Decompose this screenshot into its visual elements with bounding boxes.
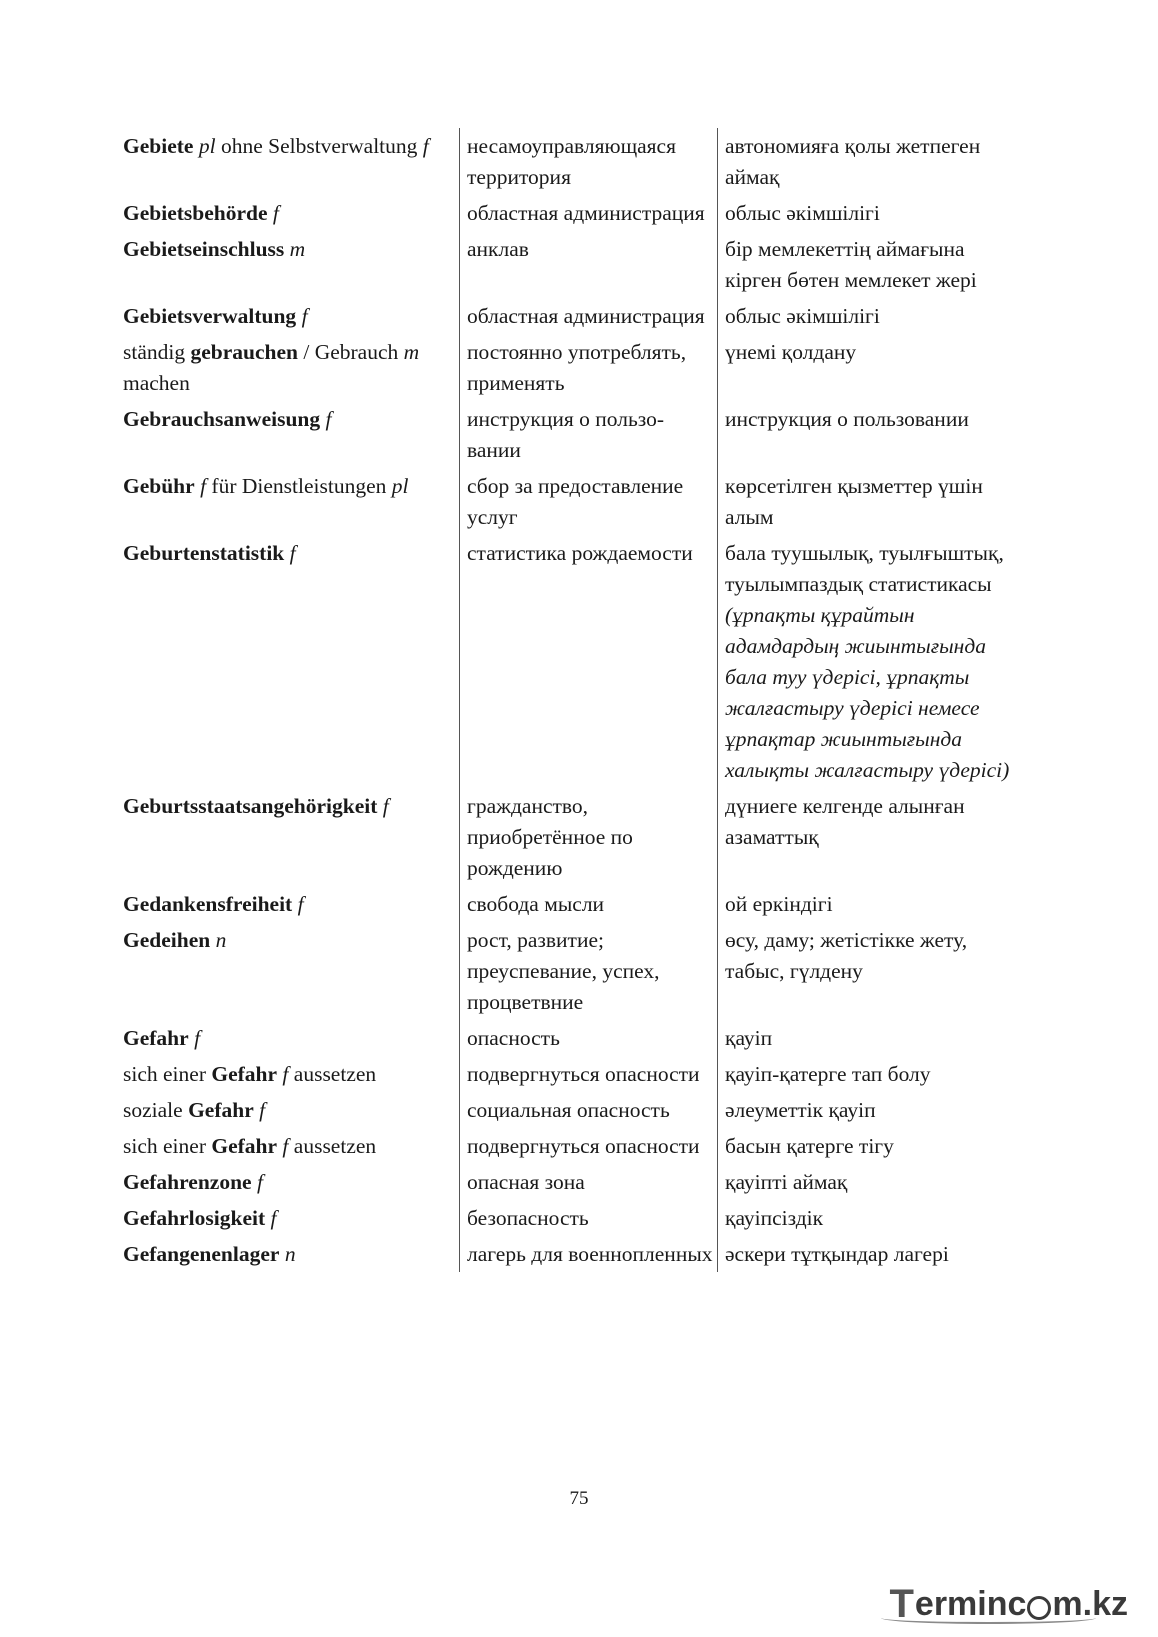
russian-translation-cell: рост, развитие; преуспевание, успех, процветвние	[460, 922, 718, 1020]
german-term-cell	[123, 1236, 460, 1272]
headword: Gefahrenzone	[123, 1170, 252, 1194]
kazakh-translation-text: қауіп	[725, 1026, 773, 1050]
kazakh-translation-text: ой еркіндігі	[725, 892, 833, 916]
table-row	[123, 468, 1023, 535]
russian-translation-cell: областная администрация	[460, 298, 718, 334]
grammar-label: f	[282, 1134, 289, 1158]
table-row	[123, 401, 1023, 468]
russian-translation-cell: опасная зона	[460, 1164, 718, 1200]
russian-translation-cell: сбор за предоставление услуг	[460, 468, 718, 535]
russian-translation-cell: социальная опасность	[460, 1092, 718, 1128]
table-row	[123, 298, 1023, 334]
kazakh-explanatory-note: (ұрпақты құрайтын адамдардың жиынтығында бала туу үдерісі, ұрпақты жалғастыру үдерісі немесе ұрпақтар жиынтығында халықты жалғастыру үдерісі)	[725, 603, 1010, 782]
page-number: 75	[569, 1488, 589, 1509]
german-term-cell	[123, 298, 460, 334]
kazakh-translation-text: облыс әкімшілігі	[725, 201, 880, 225]
headword: Gebrauchsanweisung	[123, 407, 321, 431]
table-row	[123, 1164, 1023, 1200]
headword: Gebühr	[123, 474, 195, 498]
german-term-cell	[123, 1128, 460, 1164]
kazakh-translation-cell	[718, 1164, 1024, 1200]
german-term-cell	[123, 1200, 460, 1236]
grammar-label: f	[282, 1062, 289, 1086]
headword: Gedeihen	[123, 928, 211, 952]
grammar-label: pl	[391, 474, 409, 498]
headword: Gefahrlosigkeit	[123, 1206, 266, 1230]
kazakh-translation-text: қауіпсіздік	[725, 1206, 824, 1230]
german-term-cell	[123, 468, 460, 535]
german-term-cell	[123, 195, 460, 231]
russian-translation-cell: статистика рождаемости	[460, 535, 718, 788]
headword: Geburtenstatistik	[123, 541, 285, 565]
kazakh-translation-cell	[718, 788, 1024, 886]
russian-translation-cell: лагерь для военнопленных	[460, 1236, 718, 1272]
headword: Gefahr	[211, 1062, 278, 1086]
kazakh-translation-text: дүниеге келгенде алынған азаматтық	[725, 794, 965, 849]
table-row	[123, 535, 1023, 788]
kazakh-translation-text: өсу, даму; жетістікке жету, табыс, гүлдену	[725, 928, 968, 983]
russian-translation-cell: областная администрация	[460, 195, 718, 231]
kazakh-translation-text: облыс әкімшілігі	[725, 304, 880, 328]
russian-translation-cell: инструкция о пользо-вании	[460, 401, 718, 468]
german-term-cell	[123, 1164, 460, 1200]
term-text: ohne Selbstverwaltung	[215, 134, 423, 158]
kazakh-translation-cell	[718, 334, 1024, 401]
table-row	[123, 886, 1023, 922]
term-text: sich einer	[123, 1062, 212, 1086]
kazakh-translation-cell	[718, 231, 1024, 298]
logo-letter-t: T	[889, 1582, 914, 1626]
table-row	[123, 788, 1023, 886]
table-row	[123, 1128, 1023, 1164]
grammar-label: f	[256, 1170, 263, 1194]
grammar-label: f	[270, 1206, 277, 1230]
russian-translation-cell: безопасность	[460, 1200, 718, 1236]
grammar-label: m	[403, 340, 420, 364]
table-row	[123, 922, 1023, 1020]
russian-translation-cell: постоянно употреблять, применять	[460, 334, 718, 401]
grammar-label: f	[289, 541, 296, 565]
kazakh-translation-text: қауіпті аймақ	[725, 1170, 848, 1194]
german-term-cell	[123, 128, 460, 195]
german-term-cell	[123, 334, 460, 401]
kazakh-translation-text: басын қатерге тігу	[725, 1134, 894, 1158]
termincom-logo	[889, 1582, 1128, 1627]
term-text: aussetzen	[288, 1134, 377, 1158]
russian-translation-cell: свобода мысли	[460, 886, 718, 922]
grammar-label: f	[272, 201, 279, 225]
headword: Gefahr	[188, 1098, 254, 1122]
table-row	[123, 195, 1023, 231]
grammar-label: f	[422, 134, 429, 158]
table-row	[123, 1092, 1023, 1128]
term-text: / Gebrauch	[297, 340, 404, 364]
german-term-cell	[123, 922, 460, 1020]
german-term-cell	[123, 401, 460, 468]
kazakh-translation-cell	[718, 1200, 1024, 1236]
kazakh-translation-cell	[718, 298, 1024, 334]
headword: Gebietsbehörde	[123, 201, 268, 225]
headword: Gebiete	[123, 134, 194, 158]
kazakh-translation-text: әскери тұтқындар лагері	[725, 1242, 949, 1266]
grammar-label: pl	[198, 134, 216, 158]
grammar-label: n	[284, 1242, 296, 1266]
logo-swoosh-icon	[881, 1612, 1096, 1624]
kazakh-translation-cell	[718, 1128, 1024, 1164]
headword: gebrauchen	[190, 340, 298, 364]
kazakh-translation-text: инструкция о пользовании	[725, 407, 969, 431]
table-row	[123, 1020, 1023, 1056]
kazakh-translation-cell	[718, 922, 1024, 1020]
glossary-body	[123, 128, 1023, 1272]
german-term-cell	[123, 788, 460, 886]
logo-text-2: m.kz	[1052, 1585, 1128, 1623]
grammar-label: f	[200, 474, 207, 498]
grammar-label: f	[259, 1098, 266, 1122]
grammar-label: n	[215, 928, 227, 952]
kazakh-translation-text: бір мемлекеттің аймағына кірген бөтен мемлекет жері	[725, 237, 977, 292]
german-term-cell	[123, 535, 460, 788]
grammar-label: f	[301, 304, 308, 328]
russian-translation-cell: подвергнуться опасности	[460, 1056, 718, 1092]
headword: Gebietsverwaltung	[123, 304, 297, 328]
headword: Gefangenenlager	[123, 1242, 280, 1266]
table-row	[123, 231, 1023, 298]
term-text: sich einer	[123, 1134, 212, 1158]
german-term-cell	[123, 231, 460, 298]
kazakh-translation-cell	[718, 468, 1024, 535]
german-term-cell	[123, 1020, 460, 1056]
russian-translation-cell: анклав	[460, 231, 718, 298]
term-text: aussetzen	[288, 1062, 377, 1086]
kazakh-translation-cell	[718, 886, 1024, 922]
headword: Gedankensfreiheit	[123, 892, 293, 916]
german-term-cell	[123, 886, 460, 922]
kazakh-translation-text: көрсетілген қызметтер үшін алым	[725, 474, 983, 529]
table-row	[123, 1236, 1023, 1272]
term-text: soziale	[123, 1098, 189, 1122]
german-term-cell	[123, 1092, 460, 1128]
grammar-label: m	[289, 237, 306, 261]
kazakh-translation-cell	[718, 1236, 1024, 1272]
headword: Gefahr	[123, 1026, 189, 1050]
logo-text-1: erminc	[914, 1585, 1027, 1623]
german-term-cell	[123, 1056, 460, 1092]
kazakh-translation-cell	[718, 128, 1024, 195]
term-text: machen	[123, 371, 190, 395]
kazakh-translation-cell	[718, 1056, 1024, 1092]
table-row	[123, 334, 1023, 401]
kazakh-translation-text: үнемі қолдану	[725, 340, 857, 364]
glossary-table	[123, 128, 1023, 1272]
table-row	[123, 1200, 1023, 1236]
kazakh-translation-cell	[718, 535, 1024, 788]
kazakh-translation-text: автономияға қолы жетпеген аймақ	[725, 134, 981, 189]
headword: Geburtsstaatsangehörigkeit	[123, 794, 378, 818]
grammar-label: f	[194, 1026, 201, 1050]
russian-translation-cell: несамоуправляющаяся территория	[460, 128, 718, 195]
russian-translation-cell: гражданство, приобретённое по рождению	[460, 788, 718, 886]
kazakh-translation-cell	[718, 1020, 1024, 1056]
kazakh-translation-text: бала туушылық, туылғыштық, туылымпаздық статистикасы	[725, 541, 1004, 596]
russian-translation-cell: опасность	[460, 1020, 718, 1056]
table-row	[123, 128, 1023, 195]
grammar-label: f	[297, 892, 304, 916]
headword: Gefahr	[211, 1134, 278, 1158]
russian-translation-cell: подвергнуться опасности	[460, 1128, 718, 1164]
kazakh-translation-text: қауіп-қатерге тап болу	[725, 1062, 931, 1086]
table-row	[123, 1056, 1023, 1092]
kazakh-translation-text: әлеуметтік қауіп	[725, 1098, 876, 1122]
term-text: für Dienstleistungen	[206, 474, 392, 498]
kazakh-translation-cell	[718, 1092, 1024, 1128]
headword: Gebietseinschluss	[123, 237, 285, 261]
kazakh-translation-cell	[718, 401, 1024, 468]
term-text: ständig	[123, 340, 191, 364]
grammar-label: f	[382, 794, 389, 818]
kazakh-translation-cell	[718, 195, 1024, 231]
grammar-label: f	[325, 407, 332, 431]
